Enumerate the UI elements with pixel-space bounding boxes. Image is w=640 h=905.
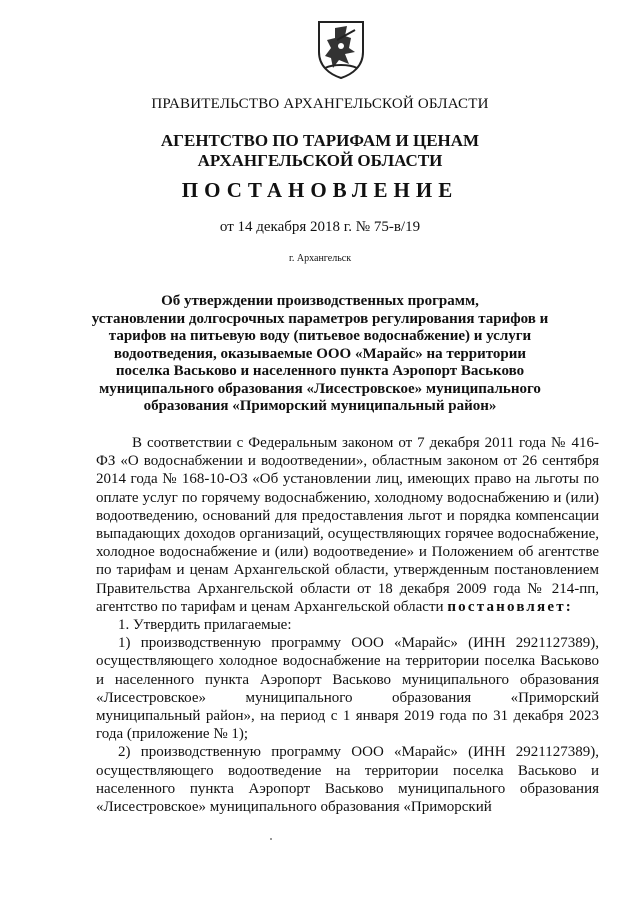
document-body	[96, 434, 599, 816]
scan-speck	[270, 838, 272, 840]
subject-line: тарифов на питьевую воду (питьевое водоснабжение) и услуги	[108, 328, 532, 344]
date-and-number: от 14 декабря 2018 г. № 75-в/19	[219, 219, 421, 235]
document-subject	[0, 293, 640, 416]
subject-line: образования «Приморский муниципальный район»	[143, 398, 497, 414]
item-1-2: 2) производственную программу ООО «Марайс» (ИНН 2921127389), осуществляющего водоотведение на территории поселка Васьково и населенного пункта Аэропорт Васьково муниципального образования «Лисестровское» муниципального образования «Приморский	[96, 744, 599, 816]
agency-title	[0, 131, 640, 171]
subject-line: установлении долгосрочных параметров регулирования тарифов и	[91, 310, 549, 327]
subject-line: поселка Васьково и населенного пункта Аэропорт Васьково	[115, 363, 525, 379]
subject-line: водоотведения, оказываемые ООО «Марайс» на территории	[113, 345, 527, 362]
item-1: 1. Утвердить прилагаемые:	[118, 617, 292, 634]
preamble-paragraph	[96, 434, 599, 616]
subject-line: Об утверждении производственных программ,	[161, 293, 479, 309]
government-title: ПРАВИТЕЛЬСТВО АРХАНГЕЛЬСКОЙ ОБЛАСТИ	[151, 96, 489, 112]
agency-title-line2: АРХАНГЕЛЬСКОЙ ОБЛАСТИ	[197, 151, 443, 170]
document-type: ПОСТАНОВЛЕНИЕ	[181, 178, 459, 202]
subject-line: муниципального образования «Лисестровское» муниципального	[99, 380, 541, 397]
preamble-text: В соответствии с Федеральным законом от 7 декабря 2011 года № 416-ФЗ «О водоснабжении и водоотведении», областным законом от 26 сентября 2014 года № 168-10-ОЗ «Об установлении лиц, имеющих право на льготы по оплате услуг по горячему водоснабжению, холодному водоснабжению и (или) водоотведению, оснований для предоставления льгот и порядка компенсации выпадающих доходов организаций, осуществляющих горячее водоснабжение, холодное водоснабжение и (или) водоотведение» и Положением об агентстве по тарифам и ценам Архангельской области, утвержденным постановлением Правительства Архангельской области от 18 декабря 2009 года № 214-пп, агентство по тарифам и ценам Архангельской области	[96, 435, 599, 615]
agency-title-line1: АГЕНТСТВО ПО ТАРИФАМ И ЦЕНАМ	[160, 131, 480, 150]
resolves-keyword: постановляет:	[447, 598, 573, 615]
item-1-1: 1) производственную программу ООО «Марайс» (ИНН 2921127389), осуществляющего холодное водоснабжение на территории поселка Васьково и населенного пункта Аэропорт Васьково муниципального образования «Лисестровское» муниципального образования «Приморский муниципальный район», на период с 1 января 2019 года по 31 декабря 2023 года (приложение № 1);	[96, 635, 599, 743]
city-label: г. Архангельск	[288, 253, 352, 264]
coat-of-arms-icon	[315, 18, 367, 80]
